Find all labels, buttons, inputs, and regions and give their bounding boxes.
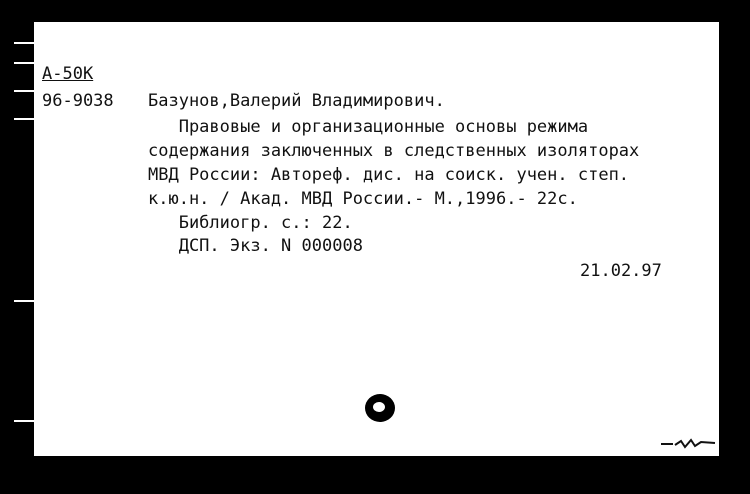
description-line: МВД России: Автореф. дис. на соиск. учен. степ. <box>148 165 630 185</box>
edge-mark <box>14 420 34 422</box>
handwritten-mark-icon <box>659 436 717 450</box>
author-line: Базунов,Валерий Владимирович. <box>148 91 445 111</box>
punch-hole-icon <box>365 394 395 422</box>
catalog-card <box>34 22 719 456</box>
edge-mark <box>14 90 34 92</box>
description-line: ДСП. Экз. N 000008 <box>148 236 363 256</box>
edge-mark <box>14 62 34 64</box>
shelfmark: А-50К <box>42 64 94 84</box>
edge-mark <box>14 118 34 120</box>
description-line: Библиогр. с.: 22. <box>148 213 353 233</box>
edge-mark <box>14 42 34 44</box>
description-line: содержания заключенных в следственных изоляторах <box>148 141 640 161</box>
accession-number: 96-9038 <box>42 91 114 111</box>
description-line: Правовые и организационные основы режима <box>148 117 589 137</box>
scan-bottom-edge <box>0 456 750 494</box>
edge-mark <box>14 300 34 302</box>
description-line: к.ю.н. / Акад. МВД России.- М.,1996.- 22с. <box>148 189 578 209</box>
date-stamp: 21.02.97 <box>580 261 662 281</box>
scan-left-edge <box>0 0 34 494</box>
